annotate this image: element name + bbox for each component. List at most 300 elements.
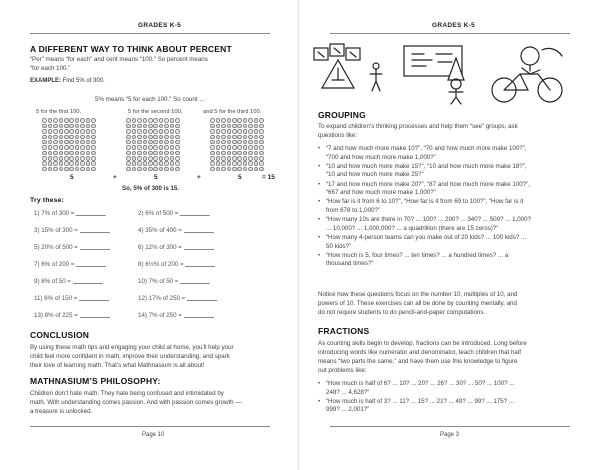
- answer-blank[interactable]: [180, 283, 210, 284]
- grid-dot: [210, 156, 215, 161]
- grid-dot: [64, 151, 69, 156]
- grid-dot: [132, 124, 137, 129]
- grid-dot: [48, 145, 53, 150]
- grid-dot: [132, 161, 137, 166]
- grid-dot: [64, 145, 69, 150]
- grid-dot: [53, 129, 58, 134]
- grid-dot: [248, 140, 253, 145]
- answer-blank[interactable]: [184, 232, 214, 233]
- problem-text: 14) 7% of 250 =: [138, 312, 182, 319]
- page-header: GRADES K-5: [432, 22, 476, 29]
- grid-dot: [126, 124, 131, 129]
- grid-dot: [148, 135, 153, 140]
- grid-dot: [248, 161, 253, 166]
- grid-dot: [227, 167, 232, 172]
- bullet-line: “10 and how much more make 25?”: [326, 171, 424, 179]
- bullet-line: • “How many 10s are there in 70? ... 100? ... 200? ... 340? ... 500? ... 1,000?: [326, 216, 532, 224]
- grid-dot: [80, 161, 85, 166]
- grid-dot: [69, 156, 74, 161]
- grid-dot: [248, 151, 253, 156]
- grid-dot: [159, 167, 164, 172]
- grid-dot: [159, 124, 164, 129]
- grid-dot: [69, 124, 74, 129]
- practice-problem: [138, 227, 214, 234]
- grid-dot: [159, 140, 164, 145]
- grid-dot: [91, 118, 96, 123]
- practice-problem: [34, 278, 103, 285]
- answer-blank[interactable]: [184, 317, 214, 318]
- answer-blank[interactable]: [187, 300, 217, 301]
- grid-dot: [80, 135, 85, 140]
- header-rule: [30, 33, 270, 34]
- grouping-outro-1: Notice how these questions focus on the number 10, multiples of 10, and: [318, 291, 518, 298]
- grid-dot: [153, 135, 158, 140]
- grid-dot: [75, 151, 80, 156]
- grid-dot: [42, 145, 47, 150]
- bullet-line: “700 and how much more make 1,000?”: [326, 153, 436, 161]
- question-bullet: [318, 181, 586, 198]
- grid-dot: [227, 118, 232, 123]
- grid-dot: [69, 167, 74, 172]
- grid-dot: [137, 129, 142, 134]
- group-label-2: 5 for the second 100,: [128, 109, 183, 115]
- grid-dot: [232, 145, 237, 150]
- grid-dot: [91, 135, 96, 140]
- grid-dot: [75, 129, 80, 134]
- grid-dot: [91, 145, 96, 150]
- grid-dot: [137, 135, 142, 140]
- grid-dot: [143, 145, 148, 150]
- grid-dot: [59, 118, 64, 123]
- bullet-line: • “How far is it from 6 to 10?”, “How far is it from 69 to 100?”, “How far is it: [326, 198, 524, 206]
- grid-dot: [159, 161, 164, 166]
- grid-dot: [216, 145, 221, 150]
- grid-dot: [170, 167, 175, 172]
- grid-dot: [91, 156, 96, 161]
- grid-dot: [53, 156, 58, 161]
- grid-dot: [227, 145, 232, 150]
- practice-problem: [34, 312, 110, 319]
- grid-dot: [126, 129, 131, 134]
- grid-dot: [216, 129, 221, 134]
- grid-dot: [170, 124, 175, 129]
- grid-dot: [243, 140, 248, 145]
- grid-dot: [254, 151, 259, 156]
- box-stack-figure-icon: [314, 44, 382, 91]
- grid-dot: [137, 156, 142, 161]
- bullet-line: • “How much is half of 3? ... 11? ... 15? ... 21? ... 49? ... 99? ... 175? ...: [326, 397, 515, 405]
- bullet-line: from 678 to 1,000?”: [326, 206, 381, 214]
- grid-dot: [159, 118, 164, 123]
- grid-dot: [232, 129, 237, 134]
- grid-dot: [227, 129, 232, 134]
- bullet-line: 999? ... 2,001?”: [326, 406, 370, 414]
- grid-dot: [164, 145, 169, 150]
- grid-dot: [210, 129, 215, 134]
- grid-dot: [126, 161, 131, 166]
- grid-dot: [86, 118, 91, 123]
- grid-dot: [86, 140, 91, 145]
- grid-dot: [170, 118, 175, 123]
- grid-dot: [86, 156, 91, 161]
- grid-dot: [42, 161, 47, 166]
- grid-dot: [126, 167, 131, 172]
- grid-dot: [59, 156, 64, 161]
- bullet-line: thousand times?”: [326, 260, 374, 268]
- grid-dot: [132, 129, 137, 134]
- grid-dot: [64, 167, 69, 172]
- grid-dot: [254, 129, 259, 134]
- grid-dot: [91, 151, 96, 156]
- grid-dot: [86, 167, 91, 172]
- grid-dot: [175, 118, 180, 123]
- grid-dot: [86, 151, 91, 156]
- grid-dot: [243, 124, 248, 129]
- grid-dot: [164, 124, 169, 129]
- grid-dot: [237, 124, 242, 129]
- means-line: 5% means “5 for each 100.” So count ...: [95, 96, 205, 103]
- grid-dot: [259, 124, 264, 129]
- grid-dot: [64, 140, 69, 145]
- question-bullet: [318, 216, 586, 233]
- grid-dot: [132, 167, 137, 172]
- grid-dot: [232, 161, 237, 166]
- page-number: Page 3: [440, 432, 460, 438]
- grid-dot: [254, 156, 259, 161]
- problem-text: 6) 12% of 300 =: [138, 244, 182, 251]
- grid-dot: [232, 167, 237, 172]
- grid-dot: [59, 124, 64, 129]
- grid-dot: [243, 156, 248, 161]
- grid-dot: [210, 135, 215, 140]
- bullet-line: • “10 and how much more make 15?”, “10 and how much more make 18?”,: [326, 162, 527, 170]
- grid-dot: [42, 118, 47, 123]
- grid-dot: [159, 135, 164, 140]
- grid-dot: [164, 140, 169, 145]
- grid-dot: [216, 167, 221, 172]
- practice-problem: [34, 227, 110, 234]
- problem-text: 1) 7% of 300 =: [34, 210, 75, 217]
- answer-blank[interactable]: [80, 317, 110, 318]
- grid-dot: [80, 151, 85, 156]
- grid-dot: [227, 151, 232, 156]
- grid-dot: [210, 167, 215, 172]
- grid-dot: [59, 135, 64, 140]
- grid-dot: [48, 129, 53, 134]
- grid-dot: [69, 161, 74, 166]
- grid-dot: [48, 156, 53, 161]
- grid-dot: [216, 124, 221, 129]
- grid-dot: [237, 161, 242, 166]
- grid-dot: [132, 118, 137, 123]
- grid-dot: [143, 140, 148, 145]
- answer-blank[interactable]: [73, 283, 103, 284]
- grid-dot: [143, 118, 148, 123]
- question-bullet: [318, 198, 586, 215]
- grid-dot: [254, 167, 259, 172]
- grid-dot: [132, 151, 137, 156]
- grouping-outro-3: do not require students to do pencil-and-paper computations.: [318, 309, 486, 316]
- grid-dot: [221, 135, 226, 140]
- eq-five-3: 5: [238, 174, 242, 181]
- grid-dot: [248, 129, 253, 134]
- grid-dot: [164, 156, 169, 161]
- grid-dot: [80, 124, 85, 129]
- page-number: Page 10: [142, 432, 165, 438]
- grid-dot: [153, 140, 158, 145]
- grid-dot: [232, 124, 237, 129]
- grouping-outro-2: powers of 10. These exercises can all be done by counting mentally, and: [318, 300, 517, 307]
- answer-blank[interactable]: [185, 266, 215, 267]
- bullet-line: • “How much is 5, four times? ... ten times? ... a hundred times? ... a: [326, 251, 509, 259]
- grid-dot: [48, 135, 53, 140]
- grid-dot: [210, 118, 215, 123]
- grid-dot: [175, 129, 180, 134]
- grid-dot: [137, 161, 142, 166]
- grid-dot: [86, 135, 91, 140]
- bullet-line: • “How much is half of 6? ... 10? ... 20? ... 26? ... 30? ... 50? ... 100? ...: [326, 380, 515, 387]
- group-label-3: and 5 for the third 100.: [203, 109, 262, 115]
- problem-text: 3) 15% of 300 =: [34, 227, 78, 234]
- eq-plus-1: +: [113, 174, 117, 181]
- percent-intro-2: “for each 100.”: [30, 65, 71, 72]
- percent-title: A DIFFERENT WAY TO THINK ABOUT PERCENT: [30, 44, 232, 54]
- grid-dot: [237, 118, 242, 123]
- grid-dot: [254, 145, 259, 150]
- grid-dot: [259, 135, 264, 140]
- grid-dot: [170, 129, 175, 134]
- answer-blank[interactable]: [180, 215, 210, 216]
- grid-dot: [75, 124, 80, 129]
- grid-dot: [237, 135, 242, 140]
- grid-dot: [59, 161, 64, 166]
- grid-dot: [232, 156, 237, 161]
- grouping-title: GROUPING: [318, 110, 366, 120]
- eq-five-1: 5: [70, 174, 74, 181]
- grid-dot: [254, 161, 259, 166]
- practice-problem: [138, 295, 217, 302]
- answer-blank[interactable]: [80, 232, 110, 233]
- grid-dot: [91, 167, 96, 172]
- grid-dot: [69, 140, 74, 145]
- grid-dot: [259, 161, 264, 166]
- grid-dot: [69, 151, 74, 156]
- grid-dot: [143, 156, 148, 161]
- grid-dot: [48, 167, 53, 172]
- grid-dot: [59, 140, 64, 145]
- conclusion-line-1: By using these math tips and engaging your child at home, you’ll help your: [30, 344, 234, 351]
- grid-dot: [237, 167, 242, 172]
- grid-dot: [42, 167, 47, 172]
- grid-dot: [137, 167, 142, 172]
- example-label: EXAMPLE:: [30, 78, 62, 84]
- grid-dot: [143, 151, 148, 156]
- grid-dot: [75, 135, 80, 140]
- grid-dot: [243, 129, 248, 134]
- header-rule: [330, 33, 570, 34]
- grid-dot: [153, 167, 158, 172]
- grid-dot: [42, 156, 47, 161]
- question-bullet: [318, 145, 586, 162]
- grid-dot: [164, 161, 169, 166]
- grid-dot: [148, 124, 153, 129]
- answer-blank[interactable]: [76, 215, 106, 216]
- cartoon-illustration: [308, 40, 578, 106]
- fractions-intro-1: As counting skills begin to develop, fractions can be introduced. Long before: [318, 340, 527, 347]
- grid-dot: [48, 124, 53, 129]
- grid-dot: [91, 124, 96, 129]
- grid-dot: [216, 140, 221, 145]
- grid-dot: [69, 118, 74, 123]
- grid-dot: [64, 135, 69, 140]
- result-line: So, 5% of 300 is 15.: [122, 185, 180, 192]
- conclusion-title: CONCLUSION: [30, 330, 90, 340]
- problem-text: 4) 35% of 400 =: [138, 227, 182, 234]
- grid-dot: [221, 140, 226, 145]
- grid-dot: [164, 135, 169, 140]
- grid-dot: [137, 124, 142, 129]
- grid-dot: [153, 124, 158, 129]
- grid-dot: [159, 145, 164, 150]
- grid-dot: [48, 151, 53, 156]
- grid-dot: [126, 118, 131, 123]
- grid-dot: [248, 145, 253, 150]
- grid-dot: [53, 161, 58, 166]
- grid-dot: [42, 140, 47, 145]
- grid-dot: [143, 161, 148, 166]
- grid-dot: [254, 140, 259, 145]
- grid-dot: [259, 140, 264, 145]
- grid-dot: [259, 151, 264, 156]
- grid-dot: [237, 145, 242, 150]
- fractions-intro-4: out problems like:: [318, 367, 367, 374]
- eq-five-2: 5: [154, 174, 158, 181]
- grid-dot: [210, 161, 215, 166]
- grid-dot: [132, 140, 137, 145]
- grid-dot: [53, 118, 58, 123]
- grid-dot: [259, 118, 264, 123]
- grid-dot: [53, 151, 58, 156]
- grid-dot: [132, 145, 137, 150]
- grid-dot: [42, 151, 47, 156]
- grid-dot: [59, 129, 64, 134]
- philosophy-line-2: math. With understanding comes passion. And with passion comes growth —: [30, 399, 242, 406]
- grid-dot: [48, 118, 53, 123]
- grid-dot: [237, 151, 242, 156]
- philosophy-title: MATHNASIUM’S PHILOSOPHY:: [30, 376, 161, 386]
- question-bullet: [318, 163, 586, 180]
- grid-dot: [69, 135, 74, 140]
- problem-text: 12) 17% of 250 =: [138, 295, 186, 302]
- grid-dot: [75, 140, 80, 145]
- grid-dot: [175, 161, 180, 166]
- grid-dot: [148, 145, 153, 150]
- grid-dot: [259, 129, 264, 134]
- footer-rule: [30, 426, 270, 427]
- grid-dot: [232, 135, 237, 140]
- grid-dot: [164, 118, 169, 123]
- grid-dot: [132, 156, 137, 161]
- fractions-title: FRACTIONS: [318, 326, 370, 336]
- bullet-line: • “17 and how much more make 20?”, “87 and how much more make 100?”,: [326, 180, 530, 188]
- grid-dot: [75, 161, 80, 166]
- grid-dot: [164, 151, 169, 156]
- grid-dot: [227, 161, 232, 166]
- grid-dot: [232, 140, 237, 145]
- grid-dot: [42, 129, 47, 134]
- fractions-question-list: [318, 380, 586, 416]
- grid-dot: [248, 135, 253, 140]
- grid-dot: [216, 118, 221, 123]
- grid-dot: [243, 151, 248, 156]
- grid-dot: [159, 129, 164, 134]
- grid-dot: [221, 124, 226, 129]
- answer-blank[interactable]: [184, 249, 214, 250]
- answer-blank[interactable]: [76, 266, 106, 267]
- footer-rule: [330, 426, 570, 427]
- grid-dot: [53, 124, 58, 129]
- grid-dot: [243, 118, 248, 123]
- conclusion-line-3: their love of learning math. That’s what Mathnasium is all about!: [30, 362, 205, 369]
- try-title: Try these:: [30, 197, 65, 204]
- grid-dot: [248, 167, 253, 172]
- grid-dot: [75, 145, 80, 150]
- grid-dot: [75, 167, 80, 172]
- grid-dot: [175, 145, 180, 150]
- grid-dot: [48, 161, 53, 166]
- question-bullet: [318, 380, 586, 397]
- grid-dot: [143, 135, 148, 140]
- practice-problem: [34, 261, 106, 268]
- problem-text: 13) 8% of 225 =: [34, 312, 78, 319]
- grid-dot: [132, 135, 137, 140]
- grid-dot: [80, 156, 85, 161]
- grid-dot: [42, 124, 47, 129]
- eq-plus-2: +: [197, 174, 201, 181]
- grid-dot: [170, 156, 175, 161]
- grid-dot: [243, 135, 248, 140]
- practice-problem: [138, 261, 215, 268]
- grid-dot: [126, 151, 131, 156]
- answer-blank[interactable]: [80, 249, 110, 250]
- answer-blank[interactable]: [79, 300, 109, 301]
- bullet-line: ... 10,000? ... 1,000,000? ... a quadrillion (there are 15 zeros)?”: [326, 224, 499, 232]
- page-header: GRADES K-5: [138, 22, 182, 29]
- grid-dot: [243, 145, 248, 150]
- practice-problem: [138, 244, 214, 251]
- grid-dot: [126, 145, 131, 150]
- grid-dot: [216, 151, 221, 156]
- grid-dot: [248, 156, 253, 161]
- grid-dot: [80, 118, 85, 123]
- grid-dot: [53, 140, 58, 145]
- grid-dot: [59, 145, 64, 150]
- grid-dot: [59, 167, 64, 172]
- grid-dot: [237, 156, 242, 161]
- grid-dot: [148, 156, 153, 161]
- grid-dot: [221, 129, 226, 134]
- grid-dot: [59, 151, 64, 156]
- grid-dot: [159, 156, 164, 161]
- grid-dot: [91, 129, 96, 134]
- grid-dot: [237, 129, 242, 134]
- grid-dot: [80, 140, 85, 145]
- grid-dot: [64, 129, 69, 134]
- grid-dot: [69, 129, 74, 134]
- grid-dot: [259, 167, 264, 172]
- practice-problem: [138, 312, 214, 319]
- grid-dot: [237, 140, 242, 145]
